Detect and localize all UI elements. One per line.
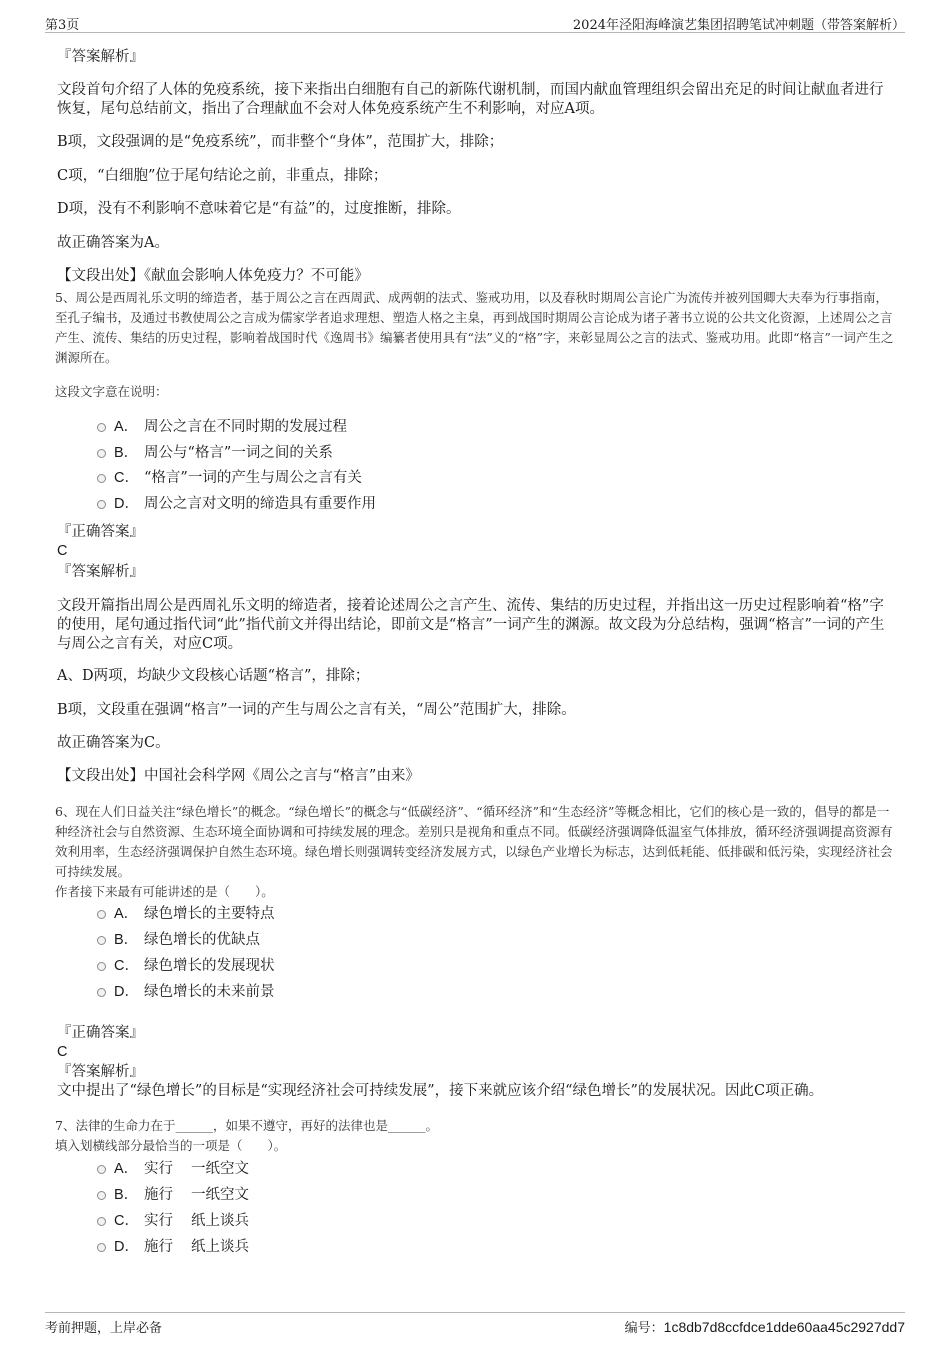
q5-note-b: B项，文段重在强调“格言”一词的产生与周公之言有关，“周公”范围扩大，排除。: [57, 702, 576, 718]
q4-conclusion: 故正确答案为A。: [57, 235, 169, 251]
q5-prompt: 这段文字意在说明：: [55, 384, 168, 399]
q4-analysis-label: 『答案解析』: [57, 49, 144, 65]
q5-option-c[interactable]: C． “格言”一词的产生与周公之言有关: [97, 467, 362, 489]
q5-option-a[interactable]: A． 周公之言在不同时期的发展过程: [97, 416, 347, 438]
radio-icon[interactable]: [97, 936, 106, 945]
radio-icon[interactable]: [97, 474, 106, 483]
q4-analysis-text: 文段首句介绍了人体的免疫系统，接下来指出白细胞有自己的新陈代谢机制，而国内献血管理组织会留出充足的时间让献血者进行恢复，尾句总结前文，指出了合理献血不会对人体免疫系统产生不利影响，对应A项。: [57, 82, 884, 117]
footer-slogan: 考前押题，上岸必备: [45, 1321, 163, 1336]
radio-icon[interactable]: [97, 1243, 106, 1252]
radio-icon[interactable]: [97, 988, 106, 997]
q7-option-a[interactable]: A． 实行 一纸空文: [97, 1158, 249, 1180]
page-header: [45, 12, 905, 33]
radio-icon[interactable]: [97, 1217, 106, 1226]
q5-option-d[interactable]: D． 周公之言对文明的缔造具有重要作用: [97, 493, 376, 515]
q4-source: 【文段出处】《献血会影响人体免疫力？不可能》: [57, 268, 369, 284]
q6-answer-label: 『正确答案』: [57, 1025, 144, 1041]
radio-icon[interactable]: [97, 423, 106, 432]
radio-icon[interactable]: [97, 1191, 106, 1200]
q4-note-d: D项，没有不利影响不意味着它是“有益”的，过度推断，排除。: [57, 201, 461, 217]
radio-icon[interactable]: [97, 500, 106, 509]
footer-code-value: 1c8db7d8ccfdce1dde60aa45c2927dd7: [663, 1319, 905, 1335]
q6-option-a[interactable]: A． 绿色增长的主要特点: [97, 903, 275, 925]
q5-analysis-label: 『答案解析』: [57, 564, 144, 580]
radio-icon[interactable]: [97, 962, 106, 971]
q6-option-d[interactable]: D． 绿色增长的未来前景: [97, 981, 275, 1003]
q5-source: 【文段出处】中国社会科学网《周公之言与“格言”由来》: [57, 768, 420, 784]
radio-icon[interactable]: [97, 1165, 106, 1174]
q5-answer-label: 『正确答案』: [57, 524, 144, 540]
q6-question-text: 6、现在人们日益关注“绿色增长”的概念。“绿色增长”的概念与“低碳经济”、“循环经济”和“生态经济”等概念相比，它们的核心是一致的，倡导的都是一种经济社会与自然资源、生态环境全面协调和可持续发展的理念。差别只是视角和重点不同。低碳经济强调降低温室气体排放，循环经济强调提高资源有效利用率，生态经济强调保护自然生态环境。绿色增长则强调转变经济发展方式，以绿色产业增长为标志，达到低耗能、低排碳和低污染，实现经济社会可持续发展。: [55, 804, 893, 879]
q5-note-ad: A、D两项，均缺少文段核心话题“格言”，排除；: [57, 668, 370, 684]
q6-option-c[interactable]: C． 绿色增长的发展现状: [97, 955, 275, 977]
q7-question-text: 7、法律的生命力在于______，如果不遵守，再好的法律也是______。: [55, 1118, 438, 1133]
q5-analysis-text: 文段开篇指出周公是西周礼乐文明的缔造者，接着论述周公之言产生、流传、集结的历史过程，并指出这一历史过程影响着“格”字的使用，尾句通过指代词“此”指代前文并得出结论，即前文是“格言”一词产生的渊源。故文段为分总结构，强调“格言”一词的产生与周公之言有关，对应C项。: [57, 598, 885, 652]
document-title: 2024年泾阳海峰演艺集团招聘笔试冲刺题（带答案解析）: [572, 18, 905, 33]
q4-note-b: B项，文段强调的是“免疫系统”，而非整个“身体”，范围扩大，排除；: [57, 134, 504, 150]
q6-option-b[interactable]: B． 绿色增长的优缺点: [97, 929, 260, 951]
q5-option-b[interactable]: B． 周公与“格言”一词之间的关系: [97, 442, 333, 464]
page-number: 第3页: [45, 18, 80, 33]
q5-answer: C: [57, 543, 68, 559]
q5-question-text: 5、周公是西周礼乐文明的缔造者，基于周公之言在西周武、成两朝的法式、鉴戒功用，以及春秋时期周公言论广为流传并被列国卿大夫奉为行事指南，至孔子编书，及通过书教使周公之言成为儒家学者追求理想、塑造人格之主臬，再到战国时期周公言论成为诸子著书立说的公共文化资源，上述周公之言产生、流传、集结的历史过程，影响着战国时代《逸周书》编纂者使用具有“法”义的“格”字，来彰显周公之言的法式、鉴戒功用。此即“格言”一词产生之渊源所在。: [55, 290, 894, 365]
q7-prompt: 填入划横线部分最恰当的一项是（ ）。: [55, 1138, 287, 1153]
q6-answer: C: [57, 1044, 68, 1060]
q4-note-c: C项，“白细胞”位于尾句结论之前，非重点，排除；: [57, 168, 388, 184]
q5-conclusion: 故正确答案为C。: [57, 735, 170, 751]
q7-option-b[interactable]: B． 施行 一纸空文: [97, 1184, 249, 1206]
q7-option-d[interactable]: D． 施行 纸上谈兵: [97, 1236, 249, 1258]
q6-analysis-label: 『答案解析』: [57, 1064, 144, 1080]
radio-icon[interactable]: [97, 910, 106, 919]
page-footer: [45, 1312, 905, 1337]
q6-prompt: 作者接下来最有可能讲述的是（ ）。: [55, 884, 274, 899]
q7-option-c[interactable]: C． 实行 纸上谈兵: [97, 1210, 249, 1232]
radio-icon[interactable]: [97, 449, 106, 458]
footer-code: [625, 1317, 905, 1336]
footer-code-label: 编号：: [624, 1321, 664, 1336]
q6-analysis-text: 文中提出了“绿色增长”的目标是“实现经济社会可持续发展”，接下来就应该介绍“绿色增长”的发展状况。因此C项正确。: [57, 1083, 824, 1099]
